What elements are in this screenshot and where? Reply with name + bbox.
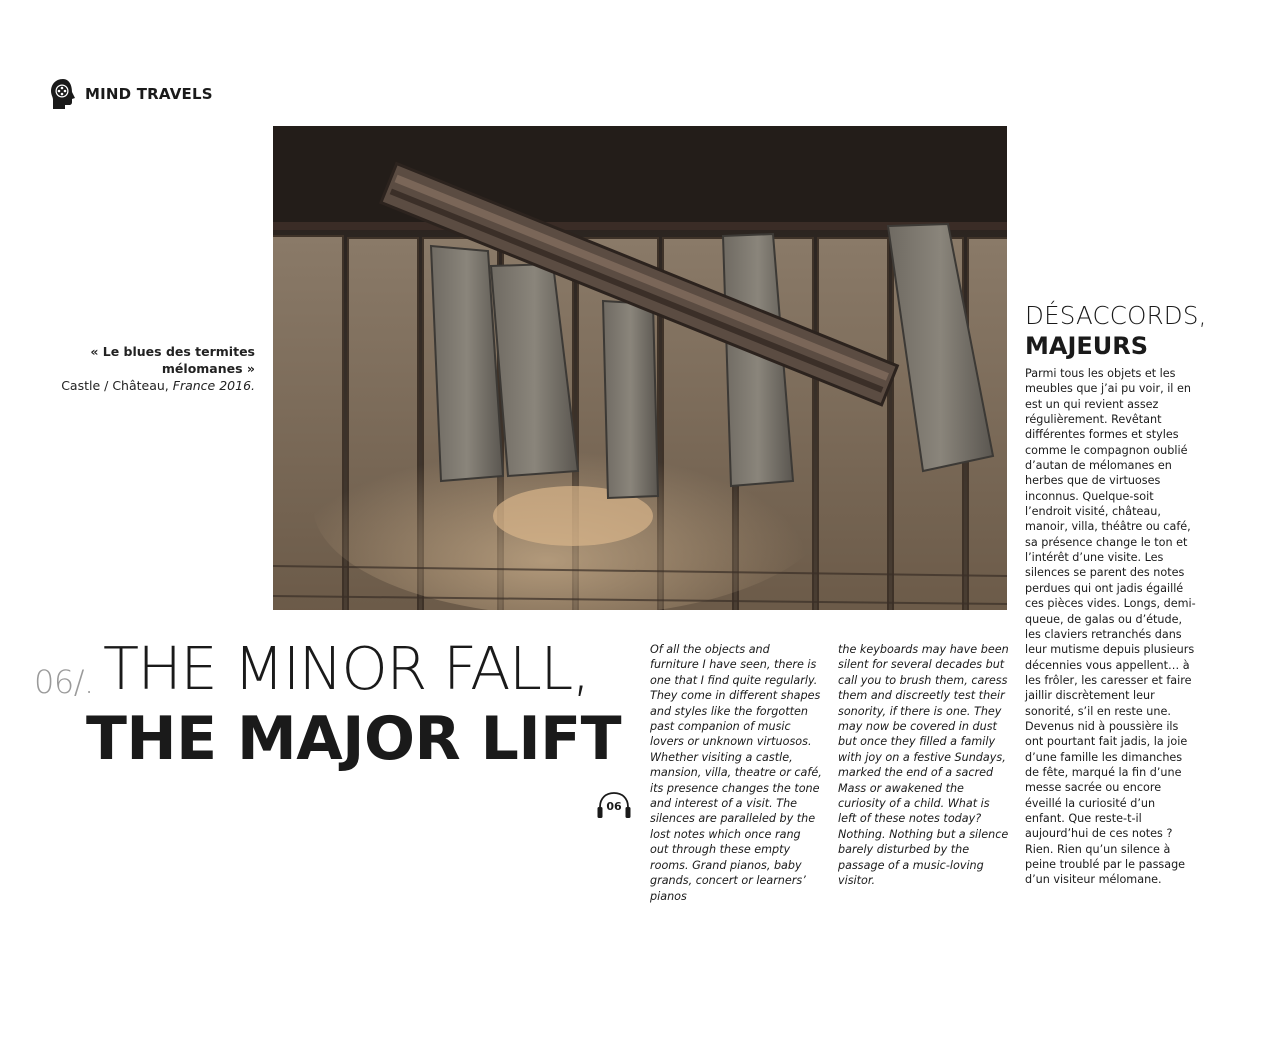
english-text-column-1: Of all the objects and furniture I have seen, there is one that I find quite regularly. They come in different shapes and styles like the forgotten past companion of music lovers or unknown virtuosos. Whether visiting a castle, mansion, villa, theatre or café, its presence changes the tone and interest of a visit. The silences are paralleled by the lost notes which once rang out through these empty rooms. Grand pianos, baby grands, concert or learners’ pianos	[650, 643, 822, 903]
audio-track-badge[interactable]	[596, 791, 632, 821]
english-text-column-2: the keyboards may have been silent for several decades but call you to brush them, caress them and discreetly test their sonority, if there is one. They may now be covered in dust but once they filled a family with joy on a festive Sundays, marked the end of a sacred Mass or awakened the curiosity of a child. What is left of these notes today? Nothing. Nothing but a silence barely disturbed by the passage of a music-loving visitor.	[838, 643, 1009, 888]
headline-line2: THE MAJOR LIFT	[86, 704, 622, 774]
headline-line1: THE MINOR FALL,	[103, 634, 589, 703]
caption-title	[45, 343, 255, 377]
headline-number: 06/.	[34, 663, 94, 701]
audio-track-number: 06	[606, 799, 622, 813]
page-header	[50, 78, 213, 110]
head-with-film-reel-icon	[50, 78, 76, 110]
french-heading	[1025, 300, 1225, 362]
french-heading-line1: DÉSACCORDS,	[1025, 301, 1207, 330]
caption-title-line2: mélomanes »	[161, 361, 255, 376]
piano-keys-photo	[273, 126, 1007, 610]
french-body-text: Parmi tous les objets et les meubles que j’ai pu voir, il en est un qui revient assez régulièrement. Revêtant différentes formes et styles comme le compagnon oublié d’autan de mélomanes en herbes que de virtuoses inconnus. Quelque-soit l’endroit visité, château, manoir, villa, théâtre ou café, sa présence change le ton et l’intérêt d’une visite. Les silences se parent des notes perdues qui ont jadis égaillé ces pièces vides. Longs, demi-queue, de galas ou d’étude, les claviers retranchés dans leur mutisme depuis plusieurs décennies vous appellent… à les frôler, les caresser et faire jaillir discrètement leur sonorité, s’il en reste une. Devenus nid à poussière ils ont pourtant fait jadis, la joie d’une famille les dimanches de fête, marqué la fin d’une messe sacrée ou encore éveillé la curiosité d’un enfant. Que reste-t-il aujourd’hui de ces notes ? Rien. Rien qu’un silence à peine troublé par le passage d’un visiteur mélomane.	[1025, 367, 1196, 887]
caption-title-line1: « Le blues des termites	[90, 344, 255, 359]
photo-caption	[45, 343, 255, 394]
french-heading-line2: MAJEURS	[1025, 332, 1149, 360]
caption-place-plain: Castle / Château,	[61, 378, 173, 393]
section-label: MIND TRAVELS	[85, 85, 213, 103]
caption-place-italic: France 2016.	[172, 378, 255, 393]
caption-place	[45, 377, 255, 394]
